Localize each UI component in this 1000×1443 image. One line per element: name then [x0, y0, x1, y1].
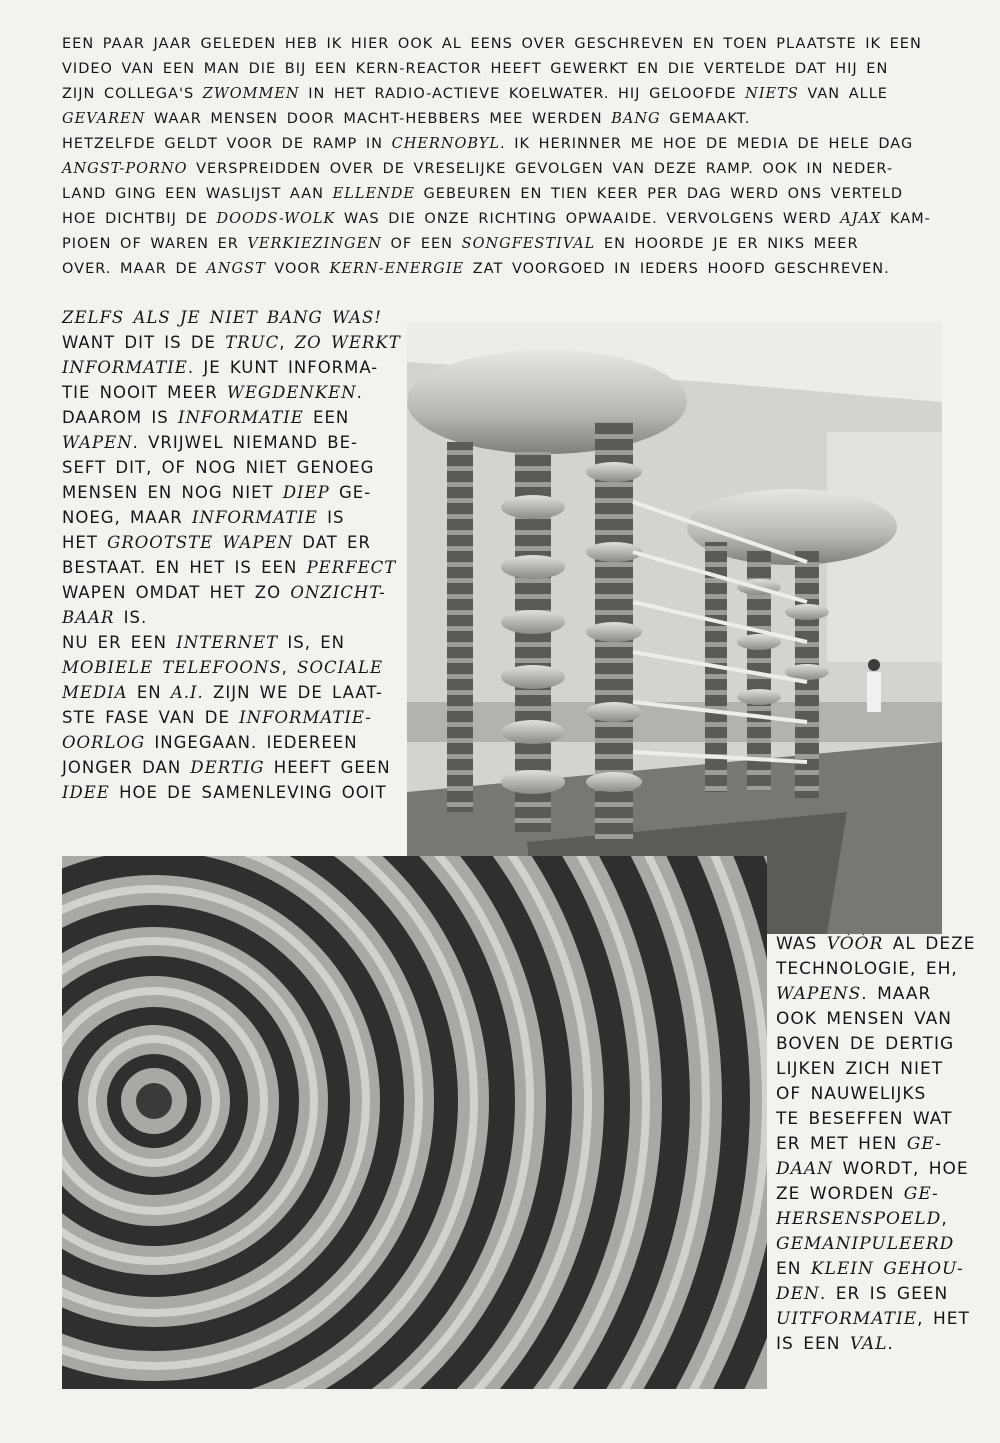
- text-line: [62, 57, 942, 82]
- text-line: [62, 530, 402, 555]
- text-line: [62, 32, 942, 57]
- text-line: [776, 957, 986, 982]
- text-run: DAT ER: [293, 533, 371, 552]
- text-line: [62, 455, 402, 480]
- text-line: [62, 182, 942, 207]
- emphasized-text: INFORMATIE: [62, 358, 188, 377]
- emphasized-text: VERKIEZINGEN: [247, 236, 382, 252]
- text-run: HET: [62, 533, 108, 552]
- text-line: [776, 1132, 986, 1157]
- emphasized-text: HERSENSPOELD: [776, 1209, 942, 1229]
- text-line: [776, 1007, 986, 1032]
- text-run: HEEFT GEEN: [264, 758, 391, 777]
- text-run: IS.: [114, 608, 148, 627]
- emphasized-text: ZO WERKT: [294, 333, 401, 352]
- text-line: [776, 1207, 986, 1232]
- text-run: IS EEN: [776, 1334, 850, 1354]
- text-run: OF EEN: [381, 236, 462, 252]
- text-run: . VRIJWEL NIEMAND BE-: [132, 433, 358, 452]
- text-run: SEFT DIT, OF NOG NIET GENOEG: [62, 458, 375, 477]
- emphasized-text: MOBIELE TELEFOONS: [62, 658, 282, 677]
- text-line: [62, 82, 942, 107]
- text-line: [62, 405, 402, 430]
- text-run: EEN: [303, 408, 350, 427]
- text-run: AL DEZE: [883, 934, 976, 954]
- emphasized-text: INTERNET: [176, 633, 279, 652]
- emphasized-text: DAAN: [776, 1159, 834, 1179]
- text-line: [776, 1032, 986, 1057]
- text-line: [776, 1082, 986, 1107]
- interference-illustration: [62, 856, 767, 1389]
- text-run: LAND GING EEN WASLIJST AAN: [62, 186, 333, 202]
- emphasized-text: ANGST: [206, 261, 266, 277]
- emphasized-text: DIEP: [282, 483, 330, 502]
- text-run: BOVEN DE DERTIG: [776, 1034, 955, 1054]
- text-line: [62, 655, 402, 680]
- text-run: ZIJN WE DE LAAT-: [203, 683, 383, 702]
- text-run: ZE WORDEN: [776, 1184, 904, 1204]
- text-line: [776, 1157, 986, 1182]
- text-run: ,: [281, 658, 298, 677]
- text-run: GEMAAKT.: [660, 111, 751, 127]
- text-line: [62, 780, 402, 805]
- text-run: ,: [279, 333, 295, 352]
- emphasized-text: KERN-ENERGIE: [329, 261, 465, 277]
- text-run: GE-: [329, 483, 372, 502]
- text-run: EN HOORDE JE ER NIKS MEER: [595, 236, 859, 252]
- text-run: EN: [127, 683, 171, 702]
- emphasized-text: ELLENDE: [332, 186, 415, 202]
- emphasized-text: INFORMATIE: [177, 408, 304, 427]
- emphasized-text: WAPENS: [776, 984, 862, 1004]
- emphasized-text: GE-: [906, 1134, 942, 1154]
- text-run: HOE DICHTBIJ DE: [62, 211, 217, 227]
- accelerator-photo: [407, 322, 942, 934]
- text-line: [62, 330, 402, 355]
- emphasized-text: VAL: [849, 1334, 888, 1354]
- emphasized-text: GROOTSTE WAPEN: [107, 533, 294, 552]
- text-run: VAN ALLE: [798, 86, 888, 102]
- text-line: [62, 755, 402, 780]
- text-line: [776, 1232, 986, 1257]
- text-run: PIOEN OF WAREN ER: [62, 236, 248, 252]
- text-run: EN: [776, 1259, 811, 1279]
- emphasized-text: WEGDENKEN: [226, 383, 357, 402]
- text-line: [62, 680, 402, 705]
- emphasized-text: BAAR: [62, 608, 115, 627]
- emphasized-text: ZWOMMEN: [202, 86, 300, 102]
- text-run: ZIJN COLLEGA'S: [62, 86, 203, 102]
- text-run: STE FASE VAN DE: [62, 708, 240, 727]
- emphasized-text: PERFECT: [306, 558, 397, 577]
- text-run: OVER. MAAR DE: [62, 261, 207, 277]
- text-run: TE BESEFFEN WAT: [776, 1109, 953, 1129]
- text-run: MENSEN EN NOG NIET: [62, 483, 283, 502]
- emphasized-text: DOODS-WOLK: [216, 211, 336, 227]
- text-line: [776, 1307, 986, 1332]
- text-run: TIE NOOIT MEER: [62, 383, 227, 402]
- emphasized-text: ZELFS ALS JE NIET BANG WAS!: [62, 308, 382, 327]
- text-line: [62, 505, 402, 530]
- text-run: TECHNOLOGIE, EH,: [776, 959, 958, 979]
- text-run: . ER IS GEEN: [819, 1284, 949, 1304]
- emphasized-text: DEN: [776, 1284, 820, 1304]
- text-run: . JE KUNT INFORMA-: [187, 358, 379, 377]
- text-line: [62, 480, 402, 505]
- text-run: ZAT VOORGOED IN IEDERS HOOFD GESCHREVEN.: [464, 261, 890, 277]
- text-line: [62, 430, 402, 455]
- text-run: WORDT, HOE: [833, 1159, 969, 1179]
- text-run: . MAAR: [861, 984, 932, 1004]
- emphasized-text: ANGST-PORNO: [62, 161, 188, 177]
- emphasized-text: DERTIG: [190, 758, 265, 777]
- text-run: IN HET RADIO-ACTIEVE KOELWATER. HIJ GELOOFDE: [299, 86, 746, 102]
- text-line: [62, 580, 402, 605]
- text-run: , HET: [917, 1309, 970, 1329]
- emphasized-text: KLEIN GEHOU-: [810, 1259, 964, 1279]
- text-run: BESTAAT. EN HET IS EEN: [62, 558, 307, 577]
- text-line: [776, 1332, 986, 1357]
- text-run: OOK MENSEN VAN: [776, 1009, 952, 1029]
- text-line: [776, 1057, 986, 1082]
- emphasized-text: GEVAREN: [62, 111, 146, 127]
- emphasized-text: BANG: [611, 111, 661, 127]
- text-run: .: [356, 383, 363, 402]
- interference-pattern-photo: [62, 856, 767, 1389]
- text-run: ,: [941, 1209, 948, 1229]
- text-line: [62, 555, 402, 580]
- text-line: [62, 207, 942, 232]
- emphasized-text: INFORMATIE: [192, 508, 318, 527]
- text-run: WANT DIT IS DE: [62, 333, 226, 352]
- emphasized-text: IDEE: [62, 783, 110, 802]
- text-run: KAM-: [881, 211, 931, 227]
- text-line: [62, 705, 402, 730]
- text-run: .: [887, 1334, 894, 1354]
- emphasized-text: MEDIA: [62, 683, 128, 702]
- text-run: WAAR MENSEN DOOR MACHT-HEBBERS MEE WERDEN: [145, 111, 612, 127]
- text-run: IS, EN: [278, 633, 346, 652]
- emphasized-text: ONZICHT-: [290, 583, 386, 602]
- text-line: [62, 355, 402, 380]
- accelerator-illustration: [407, 322, 942, 934]
- text-run: OF NAUWELIJKS: [776, 1084, 927, 1104]
- emphasized-text: A.I.: [170, 683, 204, 702]
- emphasized-text: TRUC: [225, 333, 280, 352]
- text-run: NU ER EEN: [62, 633, 177, 652]
- text-run: HOE DE SAMENLEVING OOIT: [109, 783, 387, 802]
- text-run: ER MET HEN: [776, 1134, 907, 1154]
- emphasized-text: VÓÓR: [826, 934, 884, 954]
- text-line: [62, 107, 942, 132]
- text-line: [62, 305, 402, 330]
- text-run: JONGER DAN: [62, 758, 191, 777]
- emphasized-text: CHERNOBYL: [391, 136, 501, 152]
- text-run: DAAROM IS: [62, 408, 178, 427]
- emphasized-text: NIETS: [745, 86, 799, 102]
- text-line: [62, 232, 942, 257]
- text-line: [776, 1257, 986, 1282]
- emphasized-text: INFORMATIE-: [239, 708, 372, 727]
- text-run: VERSPREIDDEN OVER DE VRESELIJKE GEVOLGEN VAN DEZE RAMP. OOK IN NEDER-: [187, 161, 894, 177]
- text-line: [62, 605, 402, 630]
- text-line: [776, 982, 986, 1007]
- text-run: WAS DIE ONZE RICHTING OPWAAIDE. VERVOLGENS WERD: [335, 211, 841, 227]
- text-run: IS: [317, 508, 345, 527]
- text-line: [62, 257, 942, 282]
- text-run: VOOR: [265, 261, 330, 277]
- text-run: WAPEN OMDAT HET ZO: [62, 583, 291, 602]
- emphasized-text: WAPEN: [62, 433, 133, 452]
- text-run: INGEGAAN. IEDEREEN: [145, 733, 358, 752]
- emphasized-text: SOCIALE: [297, 658, 384, 677]
- text-run: . IK HERINNER ME HOE DE MEDIA DE HELE DAG: [500, 136, 914, 152]
- text-run: HETZELFDE GELDT VOOR DE RAMP IN: [62, 136, 392, 152]
- text-line: [62, 730, 402, 755]
- text-line: [776, 1282, 986, 1307]
- emphasized-text: GE-: [903, 1184, 939, 1204]
- text-line: [62, 132, 942, 157]
- emphasized-text: OORLOG: [62, 733, 146, 752]
- text-line: [62, 380, 402, 405]
- right-column-text: [776, 932, 986, 1357]
- left-column-text: [62, 305, 402, 805]
- top-paragraph: [62, 32, 942, 282]
- emphasized-text: AJAX: [840, 211, 882, 227]
- text-run: LIJKEN ZICH NIET: [776, 1059, 944, 1079]
- emphasized-text: SONGFESTIVAL: [461, 236, 596, 252]
- text-line: [776, 1182, 986, 1207]
- text-run: VIDEO VAN EEN MAN DIE BIJ EEN KERN-REACTOR HEEFT GEWERKT EN DIE VERTELDE DAT HIJ EN: [62, 61, 889, 77]
- text-run: NOEG, MAAR: [62, 508, 193, 527]
- text-run: WAS: [776, 934, 827, 954]
- emphasized-text: UITFORMATIE: [776, 1309, 918, 1329]
- text-line: [62, 157, 942, 182]
- emphasized-text: GEMANIPULEERD: [776, 1234, 955, 1254]
- text-line: [776, 1107, 986, 1132]
- text-run: GEBEUREN EN TIEN KEER PER DAG WERD ONS VERTELD: [414, 186, 904, 202]
- text-line: [62, 630, 402, 655]
- text-line: [776, 932, 986, 957]
- text-run: EEN PAAR JAAR GELEDEN HEB IK HIER OOK AL EENS OVER GESCHREVEN EN TOEN PLAATSTE IK EEN: [62, 36, 922, 52]
